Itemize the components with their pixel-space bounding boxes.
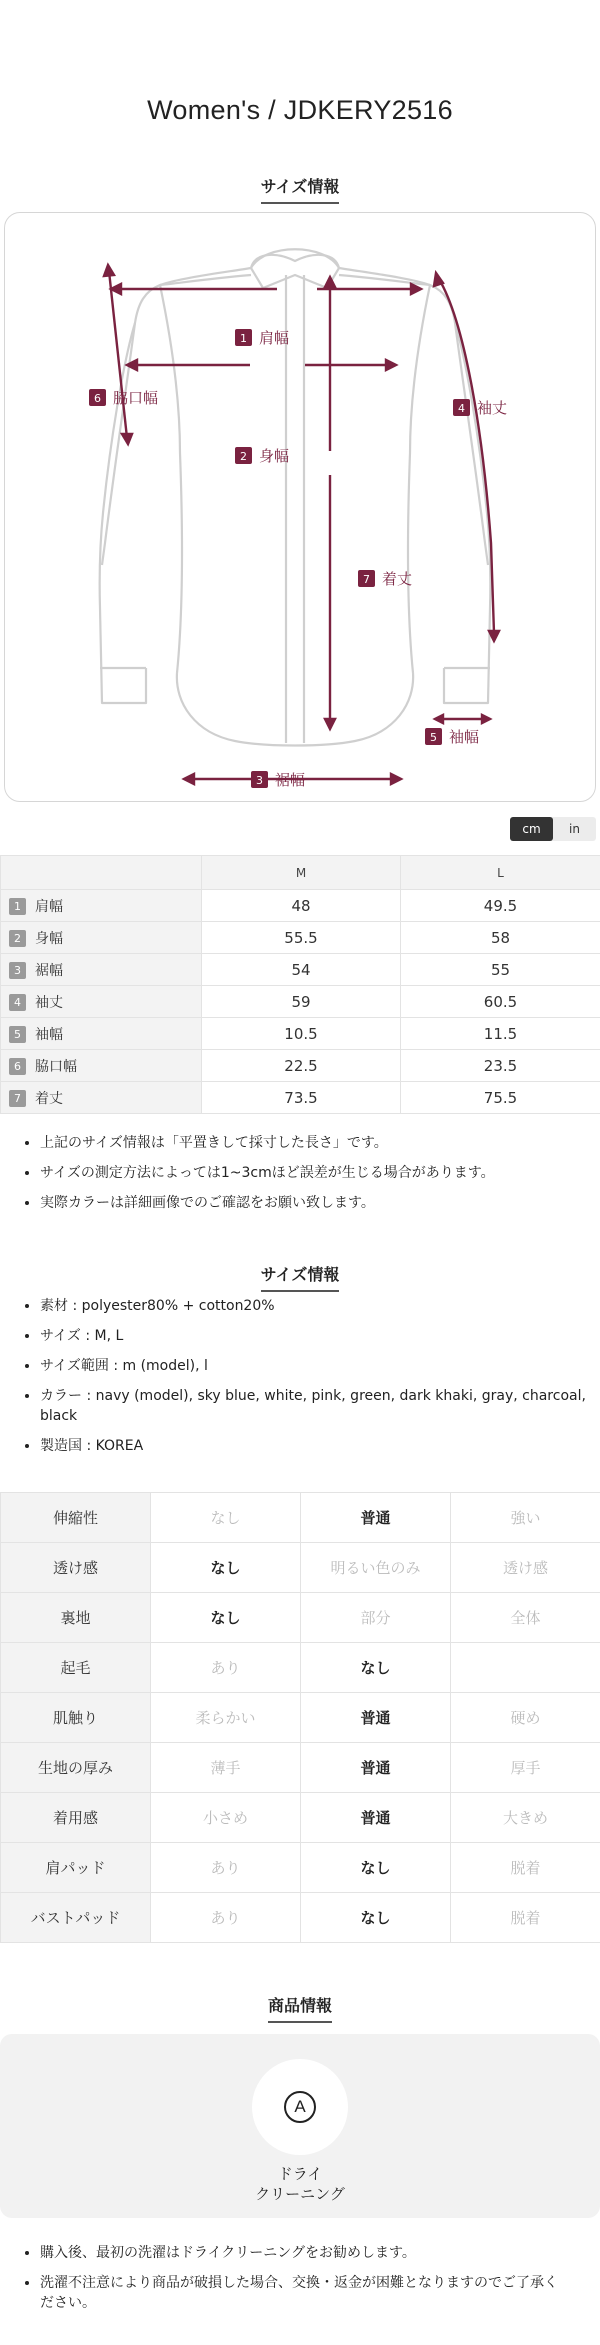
size-row-label: 6 脇口幅 [1, 1050, 202, 1082]
size-row [1, 986, 600, 1018]
list-item: • 洗濯不注意により商品が破損した場合、交換・返金が困難となりますのでご了承ください。 [40, 2273, 570, 2313]
size-value: 58 [401, 922, 600, 954]
size-value: 60.5 [401, 986, 600, 1018]
spec-option: 脱着 [451, 1843, 600, 1893]
size-value: 55.5 [202, 922, 401, 954]
product-notes [0, 2243, 570, 2323]
spec-option-selected: なし [151, 1543, 301, 1593]
spec-option-selected: なし [151, 1593, 301, 1643]
size-row-label: 5 袖幅 [1, 1018, 202, 1050]
list-item: • カラー : navy (model), sky blue, white, pink, green, dark khaki, gray, charcoal, black [40, 1386, 600, 1426]
list-item: • サイズ範囲 : m (model), l [40, 1356, 600, 1376]
spec-option: あり [151, 1893, 301, 1943]
spec-label: 起毛 [1, 1643, 151, 1693]
label-length [358, 570, 412, 588]
spec-option-selected: なし [301, 1643, 451, 1693]
svg-text:袖幅: 袖幅 [449, 728, 480, 746]
size-value: 23.5 [401, 1050, 600, 1082]
size-row-label: 2 身幅 [1, 922, 202, 954]
spec-row [1, 1693, 600, 1743]
size-row [1, 922, 600, 954]
size-row [1, 1050, 600, 1082]
measure-number-badge: 4 [9, 994, 26, 1011]
size-value: 10.5 [202, 1018, 401, 1050]
spec-option: 部分 [301, 1593, 451, 1643]
spec-label: 伸縮性 [1, 1493, 151, 1543]
spec-option: 小さめ [151, 1793, 301, 1843]
spec-row [1, 1593, 600, 1643]
svg-text:3: 3 [256, 774, 263, 787]
svg-text:肩幅: 肩幅 [259, 329, 290, 347]
label-hem [251, 771, 305, 789]
spec-option-selected: 普通 [301, 1793, 451, 1843]
spec-option: あり [151, 1843, 301, 1893]
size-value: 48 [202, 890, 401, 922]
spec-row [1, 1543, 600, 1593]
svg-text:着丈: 着丈 [382, 570, 413, 588]
spec-label: バストパッド [1, 1893, 151, 1943]
spec-label: 生地の厚み [1, 1743, 151, 1793]
spec-row [1, 1893, 600, 1943]
spec-option: 強い [451, 1493, 600, 1543]
measurement-diagram [4, 212, 596, 802]
spec-option: 明るい色のみ [301, 1543, 451, 1593]
spec-option: 柔らかい [151, 1693, 301, 1743]
spec-option: 薄手 [151, 1743, 301, 1793]
spec-row [1, 1493, 600, 1543]
size-row [1, 890, 600, 922]
spec-label: 着用感 [1, 1793, 151, 1843]
size-value: 49.5 [401, 890, 600, 922]
unit-in-button[interactable]: in [569, 822, 580, 836]
spec-option: あり [151, 1643, 301, 1693]
size-row-label: 4 袖丈 [1, 986, 202, 1018]
spec-option: 厚手 [451, 1743, 600, 1793]
svg-text:脇口幅: 脇口幅 [113, 389, 159, 407]
svg-text:裾幅: 裾幅 [275, 771, 306, 789]
care-box [0, 2034, 600, 2218]
size-value: 59 [202, 986, 401, 1018]
spec-option: 脱着 [451, 1893, 600, 1943]
list-item: • サイズの測定方法によっては1~3cmほど誤差が生じる場合があります。 [40, 1163, 495, 1183]
size-row-label: 7 着丈 [1, 1082, 202, 1114]
size-column-m: M [202, 856, 401, 890]
label-sleeve-length [453, 399, 507, 417]
info-section-heading: サイズ情報 [0, 1262, 600, 1292]
dry-clean-icon: A [284, 2091, 316, 2123]
label-bust [235, 447, 289, 465]
spec-label: 肌触り [1, 1693, 151, 1743]
svg-text:4: 4 [458, 402, 465, 415]
spec-row [1, 1743, 600, 1793]
svg-text:2: 2 [240, 450, 247, 463]
svg-text:袖丈: 袖丈 [477, 399, 508, 417]
spec-row [1, 1643, 600, 1693]
fabric-spec-table [0, 1492, 600, 1943]
spec-option-selected: なし [301, 1893, 451, 1943]
care-symbol [252, 2059, 348, 2155]
label-armhole [89, 389, 158, 407]
list-item: • サイズ : M, L [40, 1326, 600, 1346]
spec-option: 透け感 [451, 1543, 600, 1593]
size-row [1, 954, 600, 986]
size-column-l: L [401, 856, 600, 890]
page-title: Women's / JDKERY2516 [147, 95, 453, 125]
svg-text:身幅: 身幅 [259, 447, 290, 465]
size-notes [0, 1133, 495, 1223]
product-section-heading: 商品情報 [0, 1993, 600, 2023]
size-value: 55 [401, 954, 600, 986]
spec-option: 全体 [451, 1593, 600, 1643]
spec-option [451, 1643, 600, 1693]
size-row [1, 1018, 600, 1050]
unit-cm-button[interactable]: cm [510, 817, 553, 841]
shirt-illustration [5, 213, 597, 803]
svg-text:6: 6 [94, 392, 101, 405]
size-table-header [1, 856, 600, 890]
spec-label: 裏地 [1, 1593, 151, 1643]
spec-option-selected: 普通 [301, 1493, 451, 1543]
size-value: 11.5 [401, 1018, 600, 1050]
list-item: • 素材 : polyester80% + cotton20% [40, 1296, 600, 1316]
spec-option-selected: 普通 [301, 1743, 451, 1793]
label-shoulder [235, 329, 289, 347]
spec-option: 大きめ [451, 1793, 600, 1843]
spec-label: 肩パッド [1, 1843, 151, 1893]
measure-number-badge: 7 [9, 1090, 26, 1107]
list-item: • 上記のサイズ情報は「平置きして採寸した長さ」です。 [40, 1133, 495, 1153]
measure-number-badge: 2 [9, 930, 26, 947]
measure-number-badge: 6 [9, 1058, 26, 1075]
unit-toggle[interactable] [510, 817, 596, 841]
size-table [0, 855, 600, 1114]
measure-number-badge: 1 [9, 898, 26, 915]
care-label: ドライ クリーニング [255, 2165, 345, 2203]
spec-row [1, 1843, 600, 1893]
size-value: 75.5 [401, 1082, 600, 1114]
size-value: 54 [202, 954, 401, 986]
spec-option: なし [151, 1493, 301, 1543]
list-item: • 実際カラーは詳細画像でのご確認をお願い致します。 [40, 1193, 495, 1213]
size-value: 73.5 [202, 1082, 401, 1114]
list-item: • 製造国 : KOREA [40, 1436, 600, 1456]
spec-row [1, 1793, 600, 1843]
measure-number-badge: 3 [9, 962, 26, 979]
size-row-label: 3 裾幅 [1, 954, 202, 986]
size-row [1, 1082, 600, 1114]
size-value: 22.5 [202, 1050, 401, 1082]
spec-option-selected: なし [301, 1843, 451, 1893]
svg-text:5: 5 [430, 731, 437, 744]
label-cuff-width [425, 728, 479, 746]
product-info-list [0, 1296, 600, 1466]
size-section-heading: サイズ情報 [0, 174, 600, 204]
spec-label: 透け感 [1, 1543, 151, 1593]
spec-option-selected: 普通 [301, 1693, 451, 1743]
list-item: • 購入後、最初の洗濯はドライクリーニングをお勧めします。 [40, 2243, 570, 2263]
size-row-label: 1 肩幅 [1, 890, 202, 922]
spec-option: 硬め [451, 1693, 600, 1743]
measure-number-badge: 5 [9, 1026, 26, 1043]
svg-text:1: 1 [240, 332, 247, 345]
svg-text:7: 7 [363, 573, 370, 586]
